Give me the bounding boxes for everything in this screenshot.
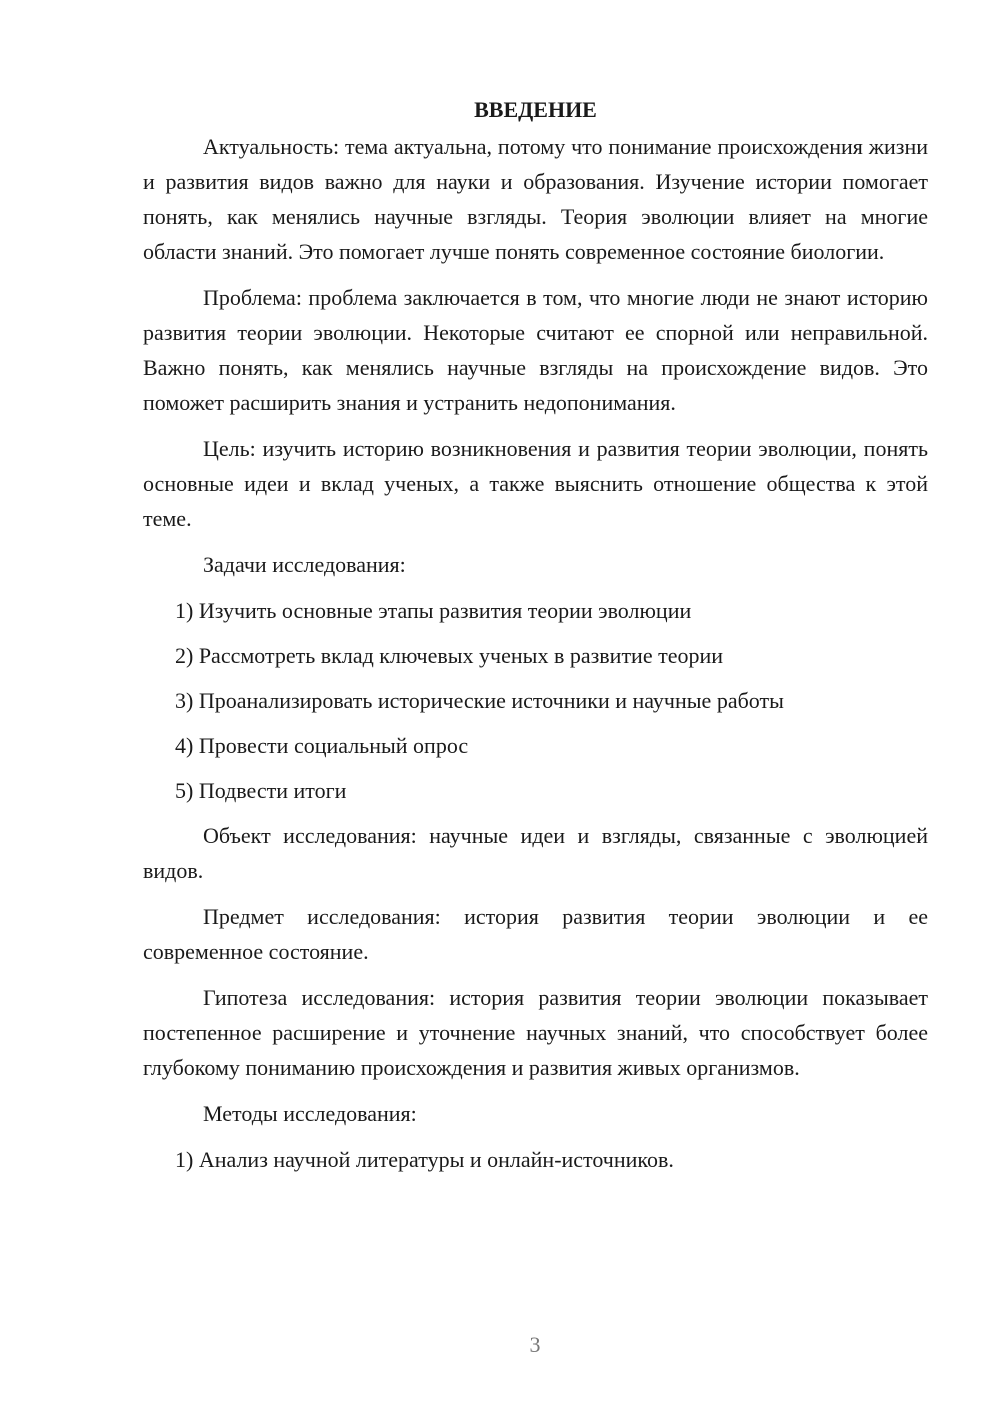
method-item: 1) Анализ научной литературы и онлайн-источников. [175, 1147, 674, 1172]
document-page [143, 92, 928, 1187]
object-paragraph: Объект исследования: научные идеи и взгляды, связанные с эволюцией видов. [143, 823, 928, 883]
task-item: 1) Изучить основные этапы развития теории эволюции [175, 598, 692, 623]
task-item: 5) Подвести итоги [175, 778, 347, 803]
task-item: 4) Провести социальный опрос [175, 733, 469, 758]
subject-paragraph: Предмет исследования: история развития теории эволюции и ее современное состояние. [143, 904, 928, 964]
goal-paragraph: Цель: изучить историю возникновения и развития теории эволюции, понять основные идеи и вклад ученых, а также выяснить отношение общества к этой теме. [143, 436, 928, 531]
hypothesis-paragraph: Гипотеза исследования: история развития теории эволюции показывает постепенное расширение и уточнение научных знаний, что способствует более глубокому пониманию происхождения и развития живых организмов. [143, 985, 928, 1080]
task-item: 3) Проанализировать исторические источники и научные работы [175, 688, 784, 713]
methods-list [143, 1142, 928, 1177]
task-item: 2) Рассмотреть вклад ключевых ученых в развитие теории [175, 643, 724, 668]
problem-paragraph: Проблема: проблема заключается в том, что многие люди не знают историю развития теории эволюции. Некоторые считают ее спорной или неправильной. Важно понять, как менялись научные взгляды на происхождение видов. Это поможет расширить знания и устранить недопонимания. [143, 285, 928, 415]
relevance-paragraph: Актуальность: тема актуальна, потому что понимание происхождения жизни и развития видов важно для науки и образования. Изучение истории помогает понять, как менялись научные взгляды. Теория эволюции влияет на многие области знаний. Это помогает лучше понять современное состояние биологии. [143, 134, 928, 264]
tasks-heading: Задачи исследования: [203, 552, 406, 577]
tasks-list [143, 593, 928, 808]
methods-heading: Методы исследования: [203, 1101, 417, 1126]
section-title: ВВЕДЕНИЕ [474, 97, 597, 122]
page-number: 3 [529, 1332, 541, 1357]
